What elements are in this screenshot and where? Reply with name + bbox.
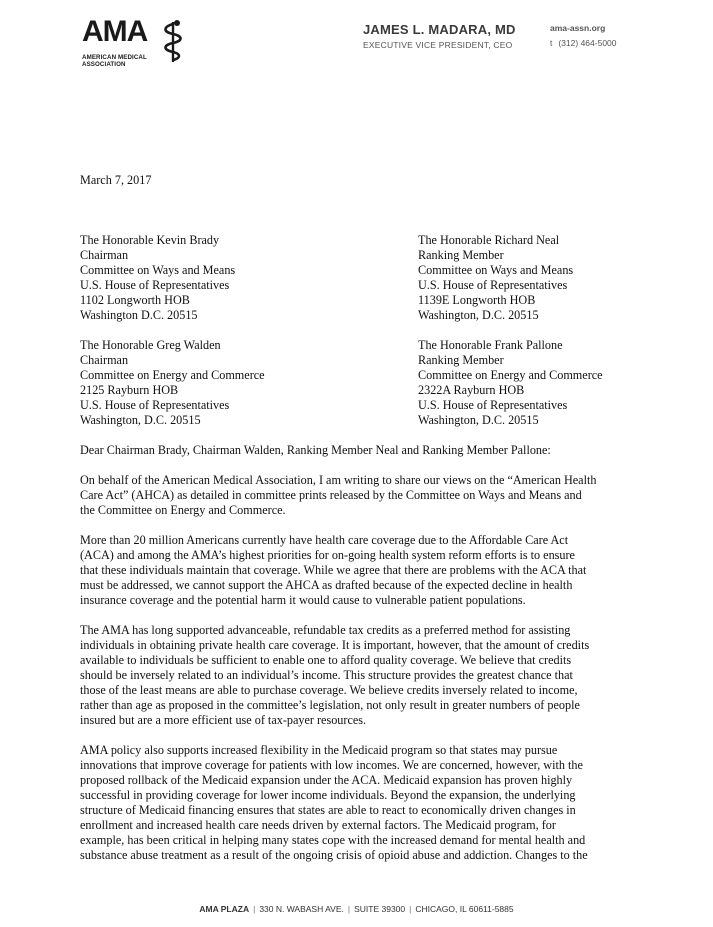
address-line: Committee on Energy and Commerce (418, 368, 603, 382)
address-line: The Honorable Richard Neal (418, 233, 560, 247)
footer-plaza: AMA PLAZA (199, 904, 250, 914)
logo-line-1: AMERICAN MEDICAL (82, 54, 147, 61)
address-line: The Honorable Greg Walden (80, 338, 221, 352)
phone-label: t (550, 38, 553, 48)
phone-value: (312) 464-5000 (558, 38, 617, 48)
address-line: Committee on Ways and Means (80, 263, 236, 277)
footer-street: 330 N. WABASH AVE. (259, 904, 344, 914)
paragraph-line: successful in providing coverage for lower income individuals. Beyond the expansion, the underlying (80, 788, 576, 802)
body-paragraph (80, 533, 640, 608)
executive-title: EXECUTIVE VICE PRESIDENT, CEO (363, 40, 513, 50)
address-line: The Honorable Kevin Brady (80, 233, 220, 247)
paragraph-line: the Committee on Energy and Commerce. (80, 503, 286, 517)
paragraph-line: More than 20 million Americans currently have health care coverage due to the Affordable Care Act (80, 533, 569, 547)
phone-number (550, 38, 617, 48)
address-line: Washington, D.C. 20515 (80, 413, 201, 427)
address-line: Washington, D.C. 20515 (418, 413, 539, 427)
footer-city: CHICAGO, IL 60611-5885 (415, 904, 514, 914)
address-line: The Honorable Frank Pallone (418, 338, 563, 352)
paragraph-line: (ACA) and among the AMA’s highest priorities for on-going health system reform efforts is to ensure (80, 548, 575, 562)
footer-address (0, 904, 713, 914)
footer-separator: | (409, 904, 412, 914)
footer-separator: | (253, 904, 256, 914)
paragraph-line: insured but are a more efficient use of tax-payer resources. (80, 713, 367, 727)
address-line: U.S. House of Representatives (418, 278, 568, 292)
paragraph-line: should be inversely related to an individual’s income. This structure provides the greatest chance that (80, 668, 573, 682)
address-line: Committee on Ways and Means (418, 263, 574, 277)
paragraph-line: innovations that improve coverage for patients with low incomes. We are concerned, however, with the (80, 758, 583, 772)
address-line: Washington D.C. 20515 (80, 308, 198, 322)
paragraph-line: that these individuals maintain that coverage. While we agree that there are problems with the ACA that (80, 563, 587, 577)
logo-wordmark: AMA (82, 15, 148, 48)
caduceus-icon (158, 18, 188, 62)
address-line: U.S. House of Representatives (80, 278, 230, 292)
address-line: Ranking Member (418, 353, 504, 367)
salutation: Dear Chairman Brady, Chairman Walden, Ranking Member Neal and Ranking Member Pallone: (80, 443, 551, 457)
paragraph-line: rather than age as proposed in the committee’s legislation, not only result in greater numbers of people (80, 698, 580, 712)
address-line: Chairman (80, 248, 129, 262)
executive-name: JAMES L. MADARA, MD (363, 22, 516, 37)
paragraph-line: insurance coverage and the potential harm it would cause to vulnerable patient populations. (80, 593, 526, 607)
address-line: 1139E Longworth HOB (418, 293, 536, 307)
body-paragraph (80, 623, 640, 728)
address-line: U.S. House of Representatives (418, 398, 568, 412)
ama-logo (82, 15, 192, 68)
paragraph-line: those of the least means are able to purchase coverage. We believe credits inversely related to income, (80, 683, 578, 697)
paragraph-line: AMA policy also supports increased flexibility in the Medicaid program so that states may pursue (80, 743, 558, 757)
address-line: Committee on Energy and Commerce (80, 368, 265, 382)
paragraph-line: individuals in obtaining private health care coverage. It is important, however, that the amount of credits (80, 638, 590, 652)
paragraph-line: proposed rollback of the Medicaid expansion under the ACA. Medicaid expansion has proven highly (80, 773, 573, 787)
footer-separator: | (347, 904, 351, 914)
paragraph-line: must be addressed, we cannot support the AHCA as drafted because of the expected decline in health (80, 578, 573, 592)
paragraph-line: The AMA has long supported advanceable, refundable tax credits as a preferred method for assisting (80, 623, 571, 637)
address-line: Chairman (80, 353, 129, 367)
address-block-brady (80, 233, 235, 323)
letter-date: March 7, 2017 (80, 173, 152, 187)
website-link[interactable]: ama-assn.org (550, 23, 606, 33)
address-line: U.S. House of Representatives (80, 398, 230, 412)
address-line: 1102 Longworth HOB (80, 293, 190, 307)
paragraph-line: available to individuals be sufficient to enable one to afford quality coverage. We believe that credits (80, 653, 572, 667)
address-block-pallone (418, 338, 603, 428)
paragraph-line: substance abuse treatment as a result of the ongoing crisis of opioid abuse and addiction. Changes to the (80, 848, 588, 862)
paragraph-line: example, has been critical in helping many states cope with the increased demand for mental health and (80, 833, 586, 847)
logo-line-2: ASSOCIATION (82, 61, 126, 68)
address-block-neal (418, 233, 573, 323)
paragraph-line: structure of Medicaid financing ensures that states are able to react to economically driven changes in (80, 803, 576, 817)
address-line: Ranking Member (418, 248, 504, 262)
paragraph-line: enrollment and increased health care needs driven by external factors. The Medicaid program, for (80, 818, 556, 832)
body-paragraph (80, 473, 640, 518)
paragraph-line: Care Act” (AHCA) as detailed in committee prints released by the Committee on Ways and Means and (80, 488, 582, 502)
footer-suite: SUITE 39300 (354, 904, 406, 914)
address-line: Washington, D.C. 20515 (418, 308, 539, 322)
paragraph-line: On behalf of the American Medical Association, I am writing to share our views on the “American Health (80, 473, 597, 487)
address-line: 2322A Rayburn HOB (418, 383, 525, 397)
address-line: 2125 Rayburn HOB (80, 383, 179, 397)
body-paragraph (80, 743, 640, 863)
address-block-walden (80, 338, 265, 428)
